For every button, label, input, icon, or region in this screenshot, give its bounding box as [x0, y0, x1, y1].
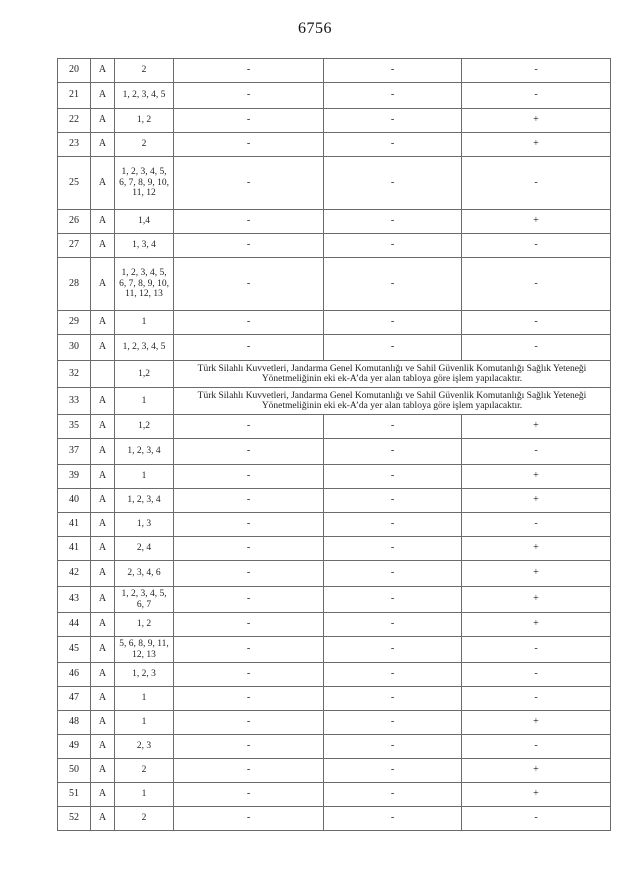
row-col3-cell: + — [462, 561, 611, 587]
table-row — [58, 759, 611, 783]
row-col3-cell: + — [462, 759, 611, 783]
row-items-cell: 1, 2, 3, 4 — [115, 489, 174, 513]
row-letter-cell: A — [91, 83, 115, 109]
row-items-cell: 2 — [115, 59, 174, 83]
row-col3-cell: - — [462, 513, 611, 537]
row-col2-cell: - — [324, 335, 462, 361]
row-letter-cell: A — [91, 561, 115, 587]
row-col1-cell: - — [174, 157, 324, 210]
row-number-cell: 35 — [58, 415, 91, 439]
row-col1-cell: - — [174, 133, 324, 157]
row-col3-cell: - — [462, 234, 611, 258]
row-col3-cell: - — [462, 59, 611, 83]
row-col3-cell: + — [462, 415, 611, 439]
row-letter-cell — [91, 361, 115, 388]
row-number-cell: 52 — [58, 807, 91, 831]
row-col3-cell: + — [462, 465, 611, 489]
row-items-cell: 1 — [115, 465, 174, 489]
row-col1-cell: - — [174, 735, 324, 759]
row-col3-cell: - — [462, 157, 611, 210]
row-number-cell: 42 — [58, 561, 91, 587]
row-col3-cell: + — [462, 711, 611, 735]
table-row — [58, 415, 611, 439]
row-note-cell: Türk Silahlı Kuvvetleri, Jandarma Genel Komutanlığı ve Sahil Güvenlik Komutanlığı Sağlık Yeteneği Yönetmeliğinin eki ek-A’da yer alan tabloya göre işlem yapılacaktır. — [174, 361, 611, 388]
row-col1-cell: - — [174, 537, 324, 561]
row-col3-cell: - — [462, 311, 611, 335]
row-col2-cell: - — [324, 537, 462, 561]
row-items-cell: 1, 2 — [115, 613, 174, 637]
row-col2-cell: - — [324, 489, 462, 513]
row-items-cell: 2 — [115, 133, 174, 157]
row-col2-cell: - — [324, 735, 462, 759]
row-col3-cell: - — [462, 663, 611, 687]
table-row — [58, 587, 611, 613]
row-number-cell: 29 — [58, 311, 91, 335]
row-items-cell: 1, 2, 3, 4 — [115, 439, 174, 465]
row-letter-cell: A — [91, 415, 115, 439]
table-row — [58, 663, 611, 687]
row-col2-cell: - — [324, 807, 462, 831]
row-col2-cell: - — [324, 513, 462, 537]
row-letter-cell: A — [91, 157, 115, 210]
row-col2-cell: - — [324, 83, 462, 109]
row-letter-cell: A — [91, 613, 115, 637]
row-col3-cell: + — [462, 587, 611, 613]
row-items-cell: 1, 2 — [115, 109, 174, 133]
row-letter-cell: A — [91, 513, 115, 537]
row-col3-cell: - — [462, 687, 611, 711]
row-letter-cell: A — [91, 133, 115, 157]
row-col1-cell: - — [174, 587, 324, 613]
table-row — [58, 613, 611, 637]
row-number-cell: 28 — [58, 258, 91, 311]
table-row — [58, 489, 611, 513]
row-col2-cell: - — [324, 687, 462, 711]
row-col1-cell: - — [174, 415, 324, 439]
row-items-cell: 1, 2, 3, 4, 5, 6, 7, 8, 9, 10, 11, 12, 13 — [115, 258, 174, 311]
row-number-cell: 33 — [58, 388, 91, 415]
table-row — [58, 637, 611, 663]
row-col1-cell: - — [174, 258, 324, 311]
table-row — [58, 537, 611, 561]
row-col1-cell: - — [174, 335, 324, 361]
row-number-cell: 46 — [58, 663, 91, 687]
regulation-table — [57, 58, 611, 831]
row-number-cell: 50 — [58, 759, 91, 783]
row-col3-cell: - — [462, 439, 611, 465]
row-number-cell: 48 — [58, 711, 91, 735]
row-number-cell: 22 — [58, 109, 91, 133]
row-col2-cell: - — [324, 234, 462, 258]
table-row — [58, 335, 611, 361]
row-col2-cell: - — [324, 59, 462, 83]
row-items-cell: 1 — [115, 711, 174, 735]
row-items-cell: 2, 4 — [115, 537, 174, 561]
row-col2-cell: - — [324, 561, 462, 587]
row-number-cell: 40 — [58, 489, 91, 513]
row-col2-cell: - — [324, 157, 462, 210]
row-col3-cell: - — [462, 335, 611, 361]
row-col2-cell: - — [324, 759, 462, 783]
row-items-cell: 2, 3, 4, 6 — [115, 561, 174, 587]
row-letter-cell: A — [91, 663, 115, 687]
row-items-cell: 2, 3 — [115, 735, 174, 759]
row-items-cell: 1, 3, 4 — [115, 234, 174, 258]
row-col3-cell: + — [462, 537, 611, 561]
table-row — [58, 807, 611, 831]
table-body — [58, 59, 611, 831]
row-col3-cell: - — [462, 735, 611, 759]
row-col1-cell: - — [174, 513, 324, 537]
row-letter-cell: A — [91, 489, 115, 513]
row-col1-cell: - — [174, 711, 324, 735]
row-col1-cell: - — [174, 59, 324, 83]
row-number-cell: 23 — [58, 133, 91, 157]
row-col1-cell: - — [174, 465, 324, 489]
row-col2-cell: - — [324, 311, 462, 335]
row-number-cell: 45 — [58, 637, 91, 663]
row-letter-cell: A — [91, 759, 115, 783]
table-row — [58, 157, 611, 210]
page-number: 6756 — [298, 20, 332, 37]
table-row — [58, 735, 611, 759]
row-items-cell: 5, 6, 8, 9, 11, 12, 13 — [115, 637, 174, 663]
table-row — [58, 687, 611, 711]
row-items-cell: 1 — [115, 687, 174, 711]
row-col3-cell: - — [462, 258, 611, 311]
row-col3-cell: + — [462, 783, 611, 807]
table-row — [58, 361, 611, 388]
row-col2-cell: - — [324, 133, 462, 157]
row-col3-cell: - — [462, 83, 611, 109]
row-number-cell: 21 — [58, 83, 91, 109]
table-row — [58, 439, 611, 465]
row-col1-cell: - — [174, 613, 324, 637]
table-row — [58, 109, 611, 133]
table-row — [58, 210, 611, 234]
row-note-cell: Türk Silahlı Kuvvetleri, Jandarma Genel Komutanlığı ve Sahil Güvenlik Komutanlığı Sağlık Yeteneği Yönetmeliğinin eki ek-A’da yer alan tabloya göre işlem yapılacaktır. — [174, 388, 611, 415]
row-col1-cell: - — [174, 663, 324, 687]
table-row — [58, 388, 611, 415]
row-letter-cell: A — [91, 258, 115, 311]
row-letter-cell: A — [91, 637, 115, 663]
row-items-cell: 1,2 — [115, 415, 174, 439]
row-col3-cell: + — [462, 613, 611, 637]
table-row — [58, 258, 611, 311]
row-number-cell: 30 — [58, 335, 91, 361]
row-number-cell: 51 — [58, 783, 91, 807]
row-number-cell: 32 — [58, 361, 91, 388]
row-items-cell: 1, 3 — [115, 513, 174, 537]
row-number-cell: 20 — [58, 59, 91, 83]
row-col1-cell: - — [174, 489, 324, 513]
row-letter-cell: A — [91, 465, 115, 489]
row-items-cell: 1, 2, 3, 4, 5 — [115, 83, 174, 109]
row-col1-cell: - — [174, 311, 324, 335]
row-col1-cell: - — [174, 210, 324, 234]
row-letter-cell: A — [91, 439, 115, 465]
row-items-cell: 1,2 — [115, 361, 174, 388]
row-col3-cell: - — [462, 807, 611, 831]
row-number-cell: 37 — [58, 439, 91, 465]
row-col1-cell: - — [174, 637, 324, 663]
row-col3-cell: + — [462, 489, 611, 513]
table-row — [58, 133, 611, 157]
row-letter-cell: A — [91, 59, 115, 83]
row-items-cell: 1 — [115, 783, 174, 807]
row-col2-cell: - — [324, 109, 462, 133]
row-col1-cell: - — [174, 687, 324, 711]
row-col2-cell: - — [324, 783, 462, 807]
row-col1-cell: - — [174, 109, 324, 133]
row-col2-cell: - — [324, 210, 462, 234]
row-col3-cell: + — [462, 109, 611, 133]
row-letter-cell: A — [91, 687, 115, 711]
row-col3-cell: + — [462, 210, 611, 234]
table-row — [58, 59, 611, 83]
table-row — [58, 561, 611, 587]
row-col1-cell: - — [174, 783, 324, 807]
table-row — [58, 234, 611, 258]
row-col2-cell: - — [324, 613, 462, 637]
row-letter-cell: A — [91, 711, 115, 735]
row-number-cell: 25 — [58, 157, 91, 210]
row-col1-cell: - — [174, 807, 324, 831]
row-col2-cell: - — [324, 439, 462, 465]
row-items-cell: 1 — [115, 311, 174, 335]
row-letter-cell: A — [91, 388, 115, 415]
row-number-cell: 44 — [58, 613, 91, 637]
row-letter-cell: A — [91, 335, 115, 361]
row-number-cell: 41 — [58, 513, 91, 537]
row-items-cell: 2 — [115, 807, 174, 831]
row-letter-cell: A — [91, 234, 115, 258]
row-col1-cell: - — [174, 439, 324, 465]
row-items-cell: 2 — [115, 759, 174, 783]
row-col2-cell: - — [324, 587, 462, 613]
table-row — [58, 711, 611, 735]
row-items-cell: 1, 2, 3, 4, 5 — [115, 335, 174, 361]
row-col1-cell: - — [174, 234, 324, 258]
row-letter-cell: A — [91, 783, 115, 807]
row-letter-cell: A — [91, 587, 115, 613]
row-letter-cell: A — [91, 537, 115, 561]
row-items-cell: 1 — [115, 388, 174, 415]
table-row — [58, 513, 611, 537]
row-col2-cell: - — [324, 258, 462, 311]
table-row — [58, 311, 611, 335]
row-number-cell: 41 — [58, 537, 91, 561]
row-letter-cell: A — [91, 109, 115, 133]
row-col1-cell: - — [174, 83, 324, 109]
row-col2-cell: - — [324, 415, 462, 439]
table-row — [58, 783, 611, 807]
row-col2-cell: - — [324, 711, 462, 735]
row-items-cell: 1,4 — [115, 210, 174, 234]
row-letter-cell: A — [91, 210, 115, 234]
row-items-cell: 1, 2, 3, 4, 5, 6, 7 — [115, 587, 174, 613]
row-number-cell: 27 — [58, 234, 91, 258]
row-number-cell: 43 — [58, 587, 91, 613]
row-items-cell: 1, 2, 3, 4, 5, 6, 7, 8, 9, 10, 11, 12 — [115, 157, 174, 210]
row-number-cell: 47 — [58, 687, 91, 711]
row-col1-cell: - — [174, 561, 324, 587]
row-col2-cell: - — [324, 637, 462, 663]
row-col1-cell: - — [174, 759, 324, 783]
row-col3-cell: + — [462, 133, 611, 157]
row-col2-cell: - — [324, 465, 462, 489]
row-number-cell: 26 — [58, 210, 91, 234]
row-col2-cell: - — [324, 663, 462, 687]
row-items-cell: 1, 2, 3 — [115, 663, 174, 687]
row-number-cell: 49 — [58, 735, 91, 759]
row-col3-cell: - — [462, 637, 611, 663]
table-row — [58, 83, 611, 109]
row-letter-cell: A — [91, 311, 115, 335]
row-number-cell: 39 — [58, 465, 91, 489]
row-letter-cell: A — [91, 735, 115, 759]
table-row — [58, 465, 611, 489]
row-letter-cell: A — [91, 807, 115, 831]
